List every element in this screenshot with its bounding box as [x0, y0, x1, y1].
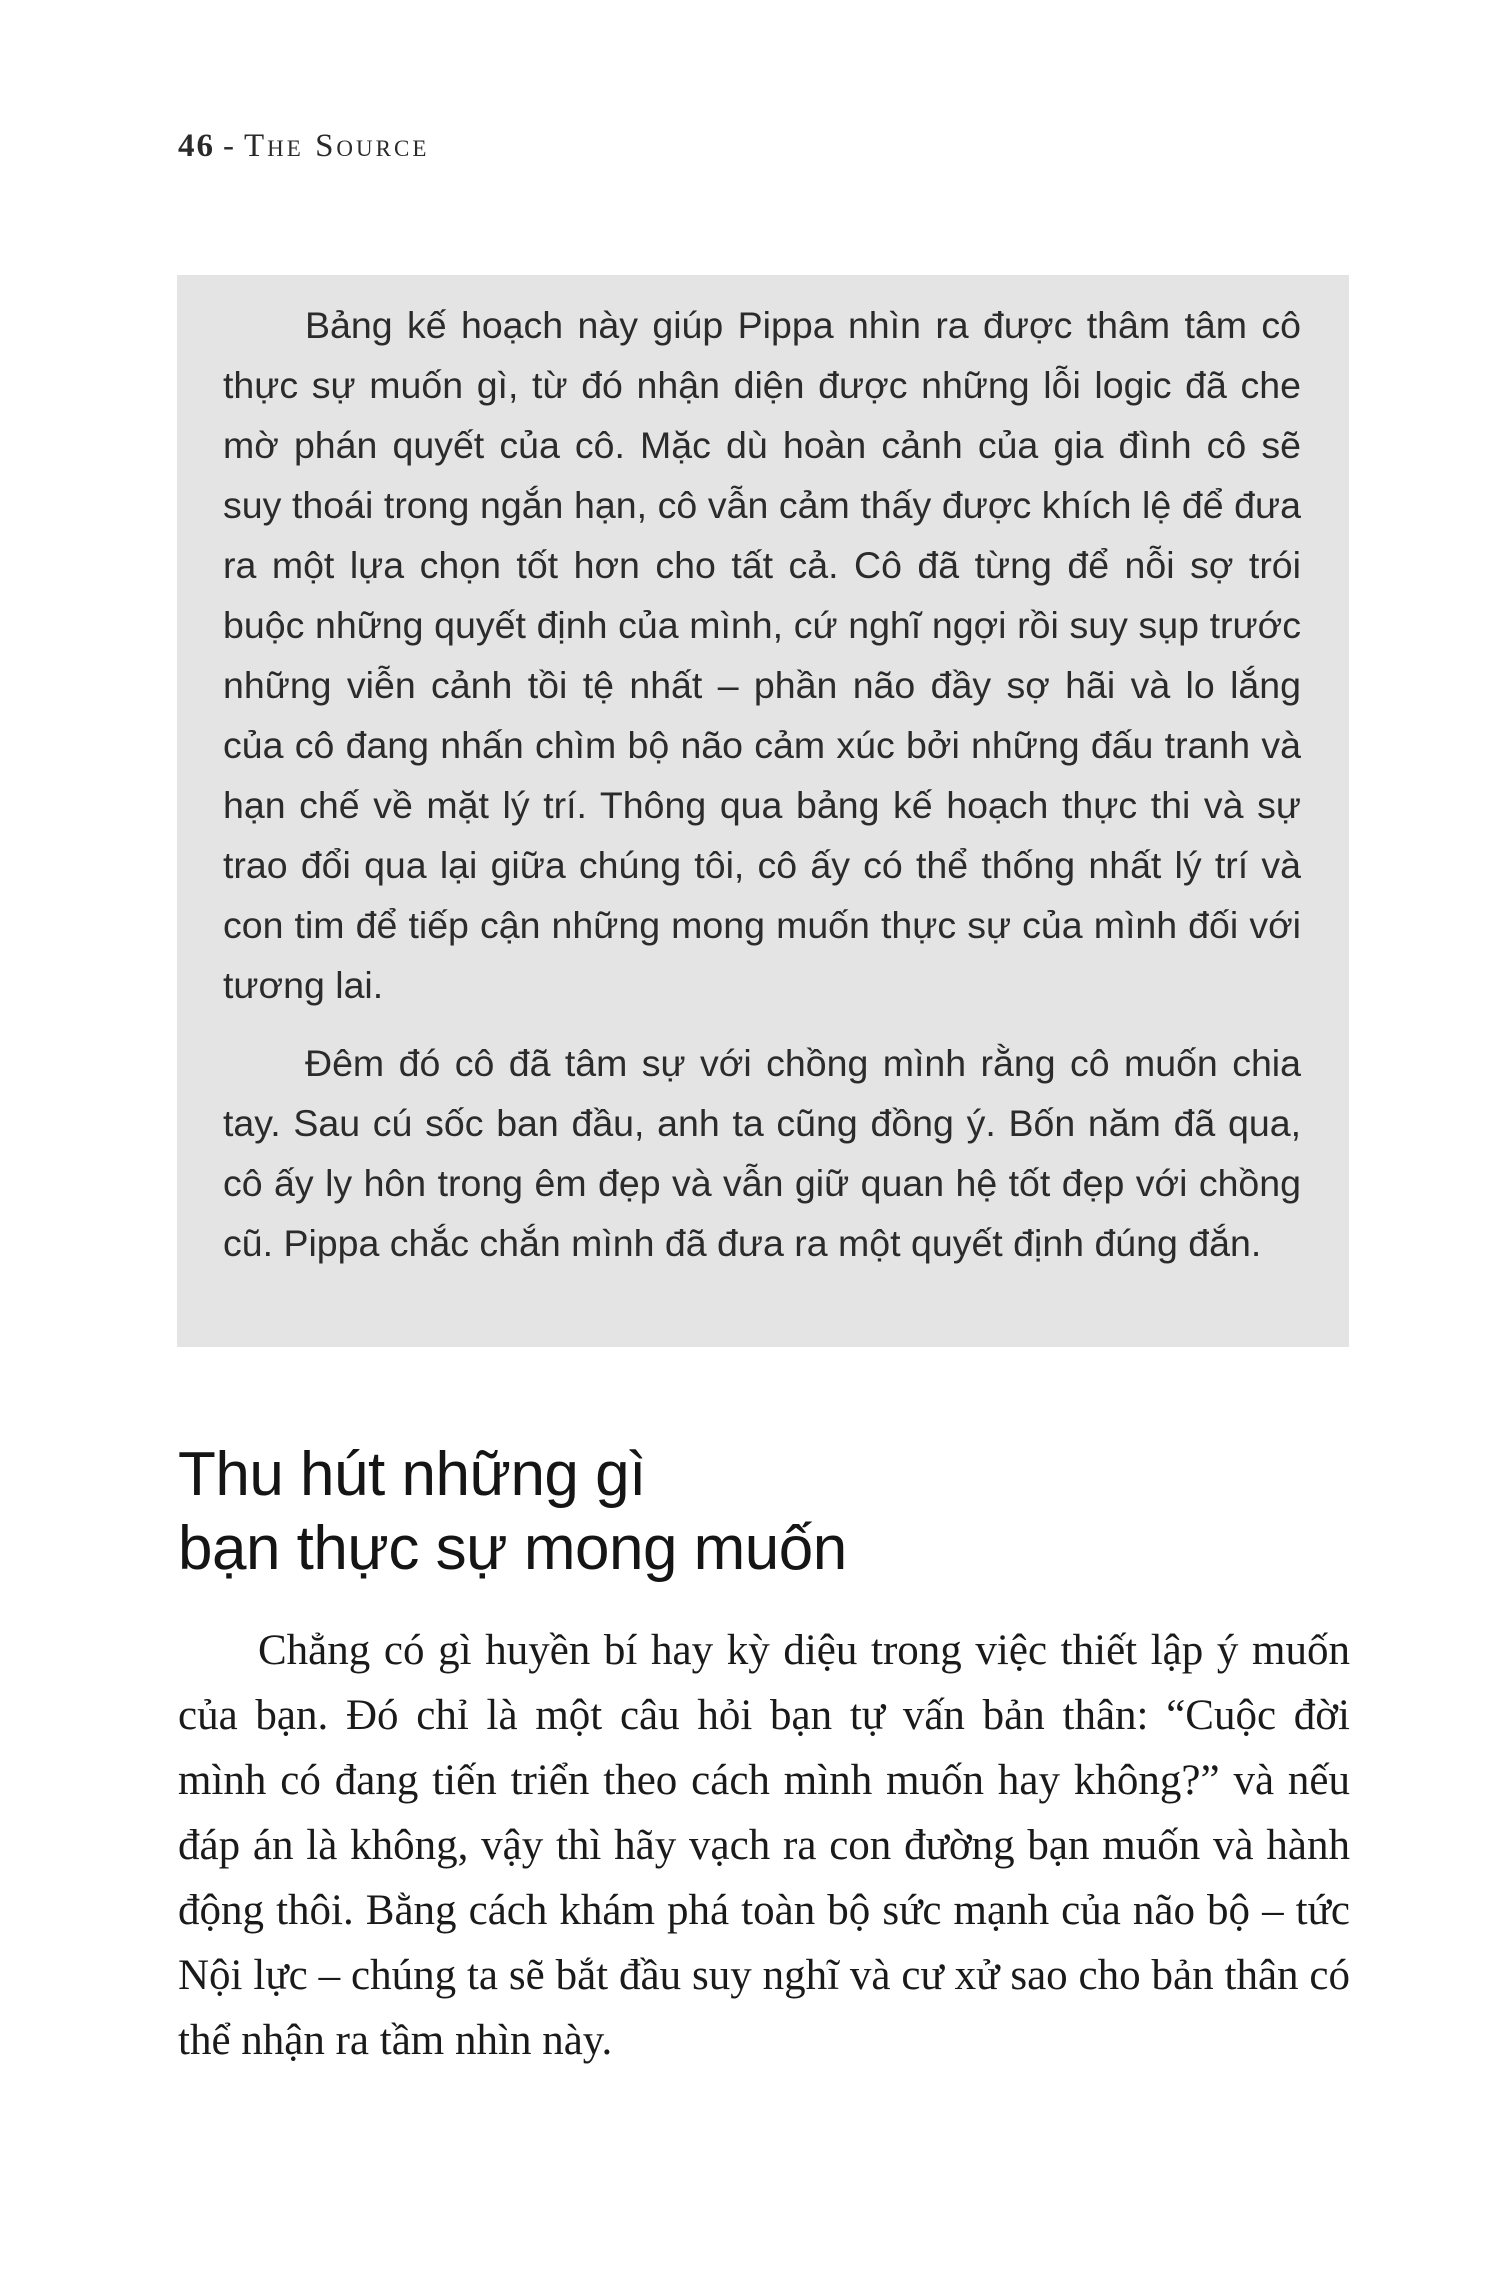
boxout-paragraph-1: Bảng kế hoạch này giúp Pippa nhìn ra được thâm tâm cô thực sự muốn gì, từ đó nhận diện được những lỗi logic đã che mờ phán quyết của cô. Mặc dù hoàn cảnh của gia đình cô sẽ suy thoái trong ngắn hạn, cô vẫn cảm thấy được khích lệ để đưa ra một lựa chọn tốt hơn cho tất cả. Cô đã từng để nỗi sợ trói buộc những quyết định của mình, cứ nghĩ ngợi rồi suy sụp trước những viễn cảnh tồi tệ nhất – phần não đầy sợ hãi và lo lắng của cô đang nhấn chìm bộ não cảm xúc bởi những đấu tranh và hạn chế về mặt lý trí. Thông qua bảng kế hoạch thực thi và sự trao đổi qua lại giữa chúng tôi, cô ấy có thể thống nhất lý trí và con tim để tiếp cận những mong muốn thực sự của mình đối với tương lai. [223, 304, 1301, 1006]
running-head-separator: - [223, 128, 236, 164]
book-title: The Source [244, 128, 430, 164]
page-number: 46 [178, 128, 215, 164]
running-head [178, 128, 429, 165]
section-heading [178, 1438, 1350, 1586]
boxout-paragraph-2: Đêm đó cô đã tâm sự với chồng mình rằng cô muốn chia tay. Sau cú sốc ban đầu, anh ta cũng đồng ý. Bốn năm đã qua, cô ấy ly hôn trong êm đẹp và vẫn giữ quan hệ tốt đẹp với chồng cũ. Pippa chắc chắn mình đã đưa ra một quyết định đúng đắn. [223, 1042, 1301, 1264]
case-study-boxout [177, 275, 1349, 1347]
section-body-paragraph: Chẳng có gì huyền bí hay kỳ diệu trong việc thiết lập ý muốn của bạn. Đó chỉ là một câu hỏi bạn tự vấn bản thân: “Cuộc đời mình có đang tiến triển theo cách mình muốn hay không?” và nếu đáp án là không, vậy thì hãy vạch ra con đường bạn muốn và hành động thôi. Bằng cách khám phá toàn bộ sức mạnh của não bộ – tức Nội lực – chúng ta sẽ bắt đầu suy nghĩ và cư xử sao cho bản thân có thể nhận ra tầm nhìn này. [178, 1627, 1350, 2064]
section-heading-line-2: bạn thực sự mong muốn [178, 1514, 847, 1583]
section-heading-line-1: Thu hút những gì [178, 1440, 646, 1509]
